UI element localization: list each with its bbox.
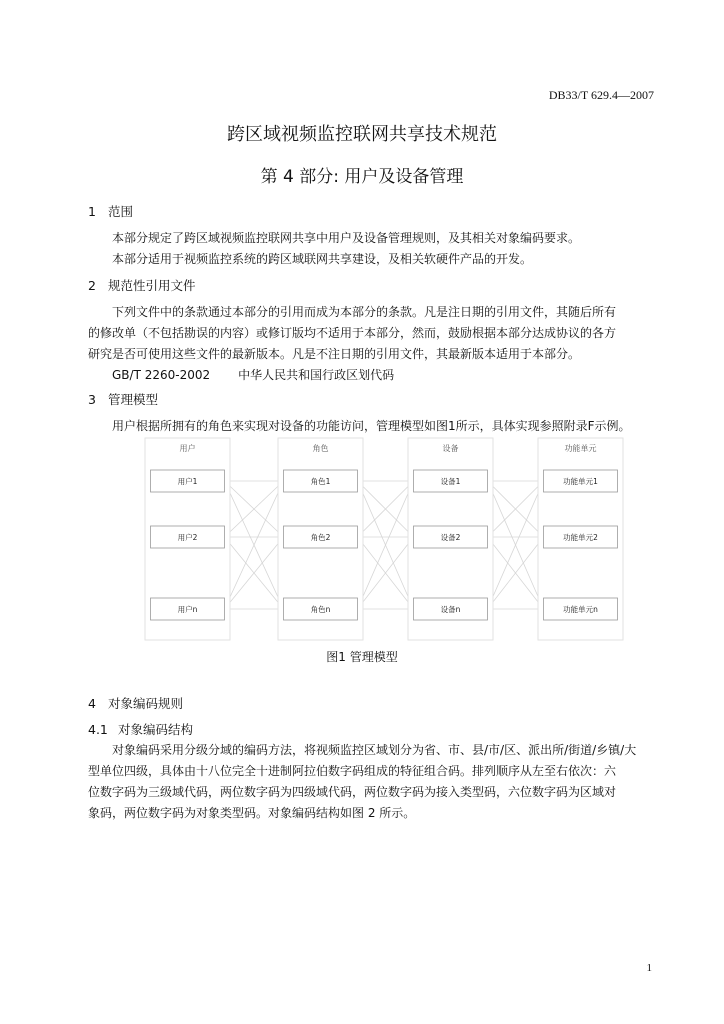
section-number: 1 [88, 204, 96, 219]
section-number: 4.1 [88, 722, 108, 737]
diagram-node-label: 用户2 [177, 533, 198, 542]
diagram-column-header: 功能单元 [564, 444, 597, 453]
section-title: 对象编码结构 [118, 722, 194, 737]
page-number: 1 [646, 962, 652, 974]
text-line: 的修改单（不包括勘误的内容）或修订版均不适用于本部分，然而，鼓励根据本部分达成协议的各方 [88, 326, 617, 340]
section-number: 4 [88, 696, 96, 711]
diagram-node-label: 功能单元2 [563, 533, 598, 542]
text-line: 型单位四级，具体由十八位完全十进制阿拉伯数字码组成的特征组合码。排列顺序从左至右依次：六 [88, 764, 617, 778]
section-title: 规范性引用文件 [108, 278, 196, 293]
standard-number: DB33/T 629.4—2007 [548, 88, 654, 102]
section-title: 对象编码规则 [108, 696, 184, 711]
reference-code: GB/T 2260-2002 [112, 368, 211, 382]
section-title: 范围 [108, 204, 134, 219]
diagram-node-label: 用户n [177, 605, 198, 614]
section-4-1-body [88, 740, 660, 824]
text-line: 研究是否可使用这些文件的最新版本。凡是不注日期的引用文件，其最新版本适用于本部分。 [88, 347, 581, 361]
section-1-heading [88, 202, 133, 220]
reference-title: 中华人民共和国行政区划代码 [238, 368, 395, 382]
text-line: 本部分适用于视频监控系统的跨区域联网共享建设，及相关软硬件产品的开发。 [112, 252, 533, 266]
part-title: 第 4 部分: 用户及设备管理 [260, 167, 464, 187]
section-2-heading [88, 276, 196, 294]
text-line: 本部分规定了跨区域视频监控联网共享中用户及设备管理规则，及其相关对象编码要求。 [112, 231, 581, 245]
management-model-diagram [140, 436, 630, 642]
diagram-node-label: 角色n [310, 605, 331, 614]
diagram-column-header: 设备 [442, 444, 459, 453]
diagram-node-label: 设备2 [440, 533, 461, 542]
section-2-body [88, 302, 658, 386]
section-3-heading [88, 390, 158, 408]
section-number: 3 [88, 392, 96, 407]
diagram-node-label: 设备n [440, 605, 461, 614]
section-1-body [88, 228, 658, 270]
figure-1-caption: 图1 管理模型 [326, 650, 398, 664]
section-4-1-heading [88, 720, 193, 738]
diagram-node-label: 用户1 [177, 477, 198, 486]
diagram-node-label: 功能单元1 [563, 477, 598, 486]
diagram-node-label: 角色1 [310, 477, 331, 486]
text-line: 用户根据所拥有的角色来实现对设备的功能访问，管理模型如图1所示，具体实现参照附录F示例。 [112, 419, 631, 433]
section-4-heading [88, 694, 183, 712]
normative-reference [88, 365, 658, 386]
document-title: 跨区域视频监控联网共享技术规范 [227, 124, 497, 145]
section-3-body [88, 416, 688, 437]
text-line: 对象编码采用分级分域的编码方法，将视频监控区域划分为省、市、县/市/区、派出所/街道/乡镇/大 [112, 743, 637, 757]
section-number: 2 [88, 278, 96, 293]
text-line: 下列文件中的条款通过本部分的引用而成为本部分的条款。凡是注日期的引用文件，其随后所有 [112, 305, 617, 319]
diagram-column-header: 角色 [312, 444, 329, 453]
diagram-node-label: 功能单元n [563, 605, 598, 614]
diagram-node-label: 角色2 [310, 533, 331, 542]
text-line: 象码，两位数字码为对象类型码。对象编码结构如图 2 所示。 [88, 806, 416, 820]
text-line: 位数字码为三级域代码，两位数字码为四级域代码，两位数字码为接入类型码，六位数字码为区域对 [88, 785, 617, 799]
diagram-node-label: 设备1 [440, 477, 461, 486]
section-title: 管理模型 [108, 392, 159, 407]
diagram-column-header: 用户 [179, 444, 196, 453]
